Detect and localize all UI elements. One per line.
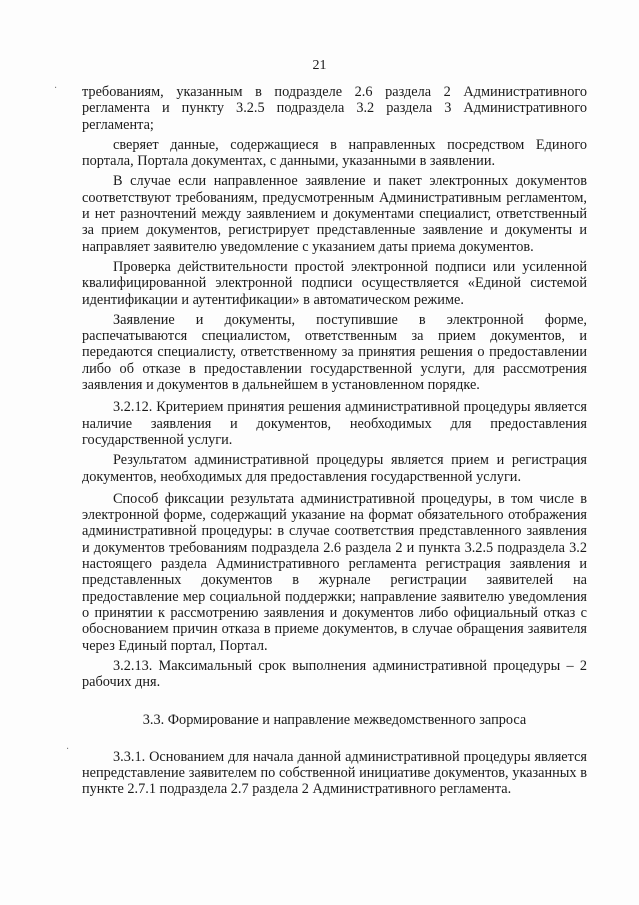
paragraph: 3.2.13. Максимальный срок выполнения административной процедуры – 2 рабочих дня. bbox=[82, 657, 587, 691]
scan-mark: · bbox=[66, 744, 70, 755]
section-heading: 3.3. Формирование и направление межведомственного запроса bbox=[142, 712, 527, 729]
scan-mark: · bbox=[54, 83, 58, 94]
paragraph: сверяет данные, содержащиеся в направленных посредством Единого портала, Портала документах, с данными, указанными в заявлении. bbox=[82, 136, 587, 170]
paragraph: 3.3.1. Основанием для начала данной административной процедуры является непредставление заявителем по собственной инициативе документов, указанных в пункте 2.7.1 подраздела 2.7 раздела 2 Административного регламента. bbox=[82, 748, 587, 798]
paragraph: требованиям, указанным в подразделе 2.6 раздела 2 Административного регламента и пункту 3.2.5 подраздела 3.2 раздела 3 Административного регламента; bbox=[82, 84, 587, 133]
document-body bbox=[82, 84, 587, 798]
paragraph: Проверка действительности простой электронной подписи или усиленной квалифицированной электронной подписи осуществляется «Единой системой идентификации и аутентификации» в автоматическом режиме. bbox=[82, 258, 587, 308]
page-number: 21 bbox=[312, 58, 327, 73]
paragraph: В случае если направленное заявление и пакет электронных документов соответствуют требованиям, предусмотренным Административным регламентом, и нет разночтений между заявлением и документами специалист, ответственный за прием документов, регистрирует представленные заявление и документы и направляет заявителю уведомление с указанием даты приема документов. bbox=[82, 173, 587, 255]
paragraph: 3.2.12. Критерием принятия решения административной процедуры является наличие заявления и документов, необходимых для предоставления государственной услуги. bbox=[82, 399, 587, 448]
paragraph: Заявление и документы, поступившие в электронной форме, распечатываются специалистом, ответственным за прием документов, и передаются специалисту, ответственному за принятия решения о предоставлении либо об отказе в предоставлении государственной услуги, для рассмотрения заявления и документов в дальнейшем в установленном порядке. bbox=[82, 311, 587, 394]
paragraph: Результатом административной процедуры является прием и регистрация документов, необходимых для предоставления государственной услуги. bbox=[82, 452, 587, 485]
paragraph: Способ фиксации результата административной процедуры, в том числе в электронной форме, содержащий указание на формат обязательного отображения административной процедуры: в случае соответствия представленного заявления и документов требованиям подраздела 2.6 раздела 2 и пункта 3.2.5 подраздела 3.2 настоящего раздела Административного регламента регистрация заявления и представленных документов в журнале регистрации заявителей на предоставление мер социальной поддержки; направление заявителю уведомления о принятии к рассмотрению заявления и документов либо официальный отказ с обоснованием причин отказа в приеме документов, в случае обращения заявителя через Единый портал, Портал. bbox=[82, 490, 587, 654]
